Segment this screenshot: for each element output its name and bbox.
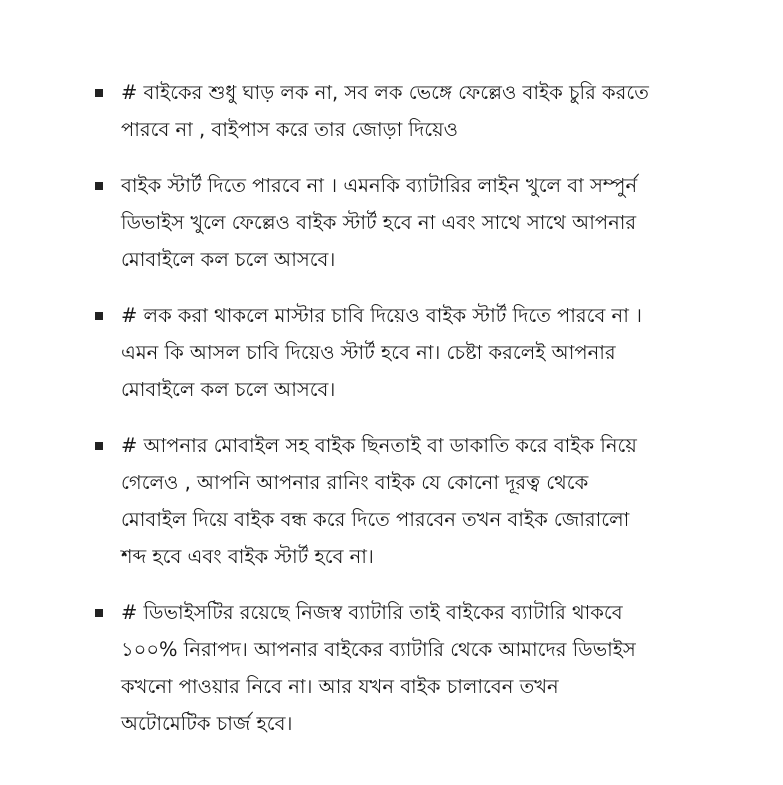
list-item <box>95 167 715 278</box>
text-line: বাইক স্টার্ট দিতে পারবে না । এমনকি ব্যাটারির লাইন খুলে বা সম্পুর্ন <box>121 174 638 197</box>
square-bullet-icon <box>95 609 103 617</box>
text-line: # আপনার মোবাইল সহ বাইক ছিনতাই বা ডাকাতি করে বাইক নিয়ে <box>121 434 637 457</box>
text-line: গেলেও , আপনি আপনার রানিং বাইক যে কোনো দূরত্ব থেকে <box>121 471 589 494</box>
text-line: # ডিভাইসটির রয়েছে নিজস্ব ব্যাটারি তাই বাইকের ব্যাটারি থাকবে <box>121 601 623 624</box>
text-line: শব্দ হবে এবং বাইক স্টার্ট হবে না। <box>121 545 374 568</box>
text-line: অটোমেটিক চার্জ হবে। <box>121 712 293 735</box>
feature-list <box>95 74 715 761</box>
text-line: মোবাইল দিয়ে বাইক বন্ধ করে দিতে পারবেন তখন বাইক জোরালো <box>121 508 630 531</box>
item-text <box>121 427 637 575</box>
item-text <box>121 167 637 278</box>
list-item <box>95 297 715 408</box>
text-line: # বাইকের শুধু ঘাড় লক না, সব লক ভেঙ্গে ফেল্লেও বাইক চুরি করতে <box>121 81 649 104</box>
text-line: এমন কি আসল চাবি দিয়েও স্টার্ট হবে না। চেষ্টা করলেই আপনার <box>121 341 616 364</box>
item-text <box>121 594 636 742</box>
list-item <box>95 74 715 148</box>
text-line: কখনো পাওয়ার নিবে না। আর যখন বাইক চালাবেন তখন <box>121 675 559 698</box>
text-line: # লক করা থাকলে মাস্টার চাবি দিয়েও বাইক স্টার্ট দিতে পারবে না । <box>121 304 643 327</box>
square-bullet-icon <box>95 442 103 450</box>
list-item <box>95 427 715 575</box>
text-line: ডিভাইস খুলে ফেল্লেও বাইক স্টার্ট হবে না এবং সাথে সাথে আপনার <box>121 211 637 234</box>
item-text <box>121 297 642 408</box>
list-item <box>95 594 715 742</box>
item-text <box>121 74 649 148</box>
text-line: মোবাইলে কল চলে আসবে। <box>121 378 336 401</box>
text-line: পারবে না , বাইপাস করে তার জোড়া দিয়েও <box>121 118 458 141</box>
text-line: ১০০% নিরাপদ। আপনার বাইকের ব্যাটারি থেকে আমাদের ডিভাইস <box>121 638 636 661</box>
square-bullet-icon <box>95 312 103 320</box>
square-bullet-icon <box>95 182 103 190</box>
square-bullet-icon <box>95 89 103 97</box>
text-line: মোবাইলে কল চলে আসবে। <box>121 248 336 271</box>
